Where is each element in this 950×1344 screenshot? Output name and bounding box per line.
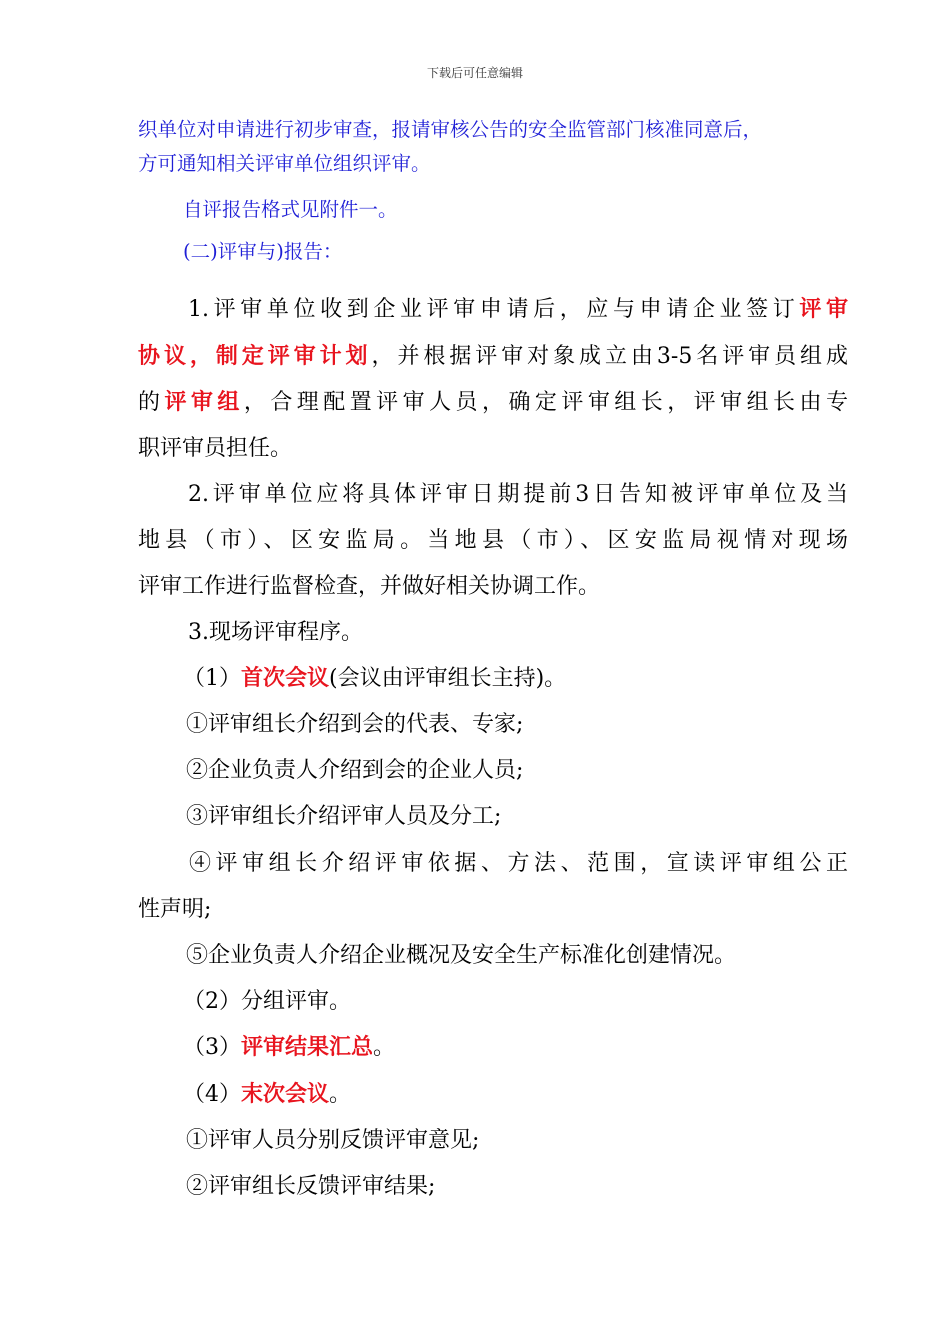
list-item: ⑤企业负责人介绍企业概况及安全生产标准化创建情况。 (186, 943, 737, 968)
paragraph-line: （1）首次会议(会议由评审组长主持)。 (183, 665, 567, 691)
highlight-text: 首次会议 (241, 665, 330, 691)
list-item: ③评审组长介绍评审人员及分工; (186, 804, 502, 829)
text-line: 织单位对申请进行初步审查，报请审核公告的安全监管部门核准同意后， (138, 118, 763, 141)
list-item: ①评审人员分别反馈评审意见; (186, 1128, 480, 1153)
text-line: 自评报告格式见附件一。 (183, 198, 398, 221)
paragraph-line: 3.现场评审程序。 (188, 620, 363, 645)
paragraph-line: 评审工作进行监督检查，并做好相关协调工作。 (138, 574, 601, 599)
list-item: ②评审组长反馈评审结果; (186, 1174, 436, 1199)
paragraph-line: 协议，制定评审计划，并根据评审对象成立由3-5名评审员组成 (138, 343, 848, 369)
page-header: 下载后可任意编辑 (426, 66, 523, 80)
highlight-text: 末次会议 (241, 1081, 330, 1107)
paragraph-line: 的评审组，合理配置评审人员，确定评审组长，评审组长由专 (138, 389, 848, 415)
highlight-text: 评审结果汇总 (241, 1034, 374, 1060)
paragraph-line: 1.评审单位收到企业评审申请后，应与申请企业签订评审 (188, 296, 848, 322)
paragraph-line: （2）分组评审。 (183, 989, 351, 1014)
paragraph-line: 2.评审单位应将具体评审日期提前3日告知被评审单位及当 (188, 482, 848, 507)
highlight-text: 评审 (799, 296, 848, 322)
list-item: 性声明; (138, 897, 212, 922)
list-item: ④评审组长介绍评审依据、方法、范围，宣读评审组公正 (189, 851, 848, 876)
highlight-text: 协议，制定评审计划 (138, 343, 372, 369)
paragraph-line: 地县（市）、区安监局。当地县（市）、区安监局视情对现场 (138, 528, 848, 553)
paragraph-line: （4）末次会议。 (183, 1081, 352, 1107)
paragraph-line: 职评审员担任。 (138, 436, 293, 461)
text-line: (二)评审与)报告： (183, 240, 343, 263)
list-item: ①评审组长介绍到会的代表、专家; (186, 712, 524, 737)
paragraph-line: （3）评审结果汇总。 (183, 1034, 396, 1060)
highlight-text: 评审组 (164, 389, 244, 415)
text-line: 方可通知相关评审单位组织评审。 (138, 152, 431, 175)
list-item: ②企业负责人介绍到会的企业人员; (186, 758, 524, 783)
